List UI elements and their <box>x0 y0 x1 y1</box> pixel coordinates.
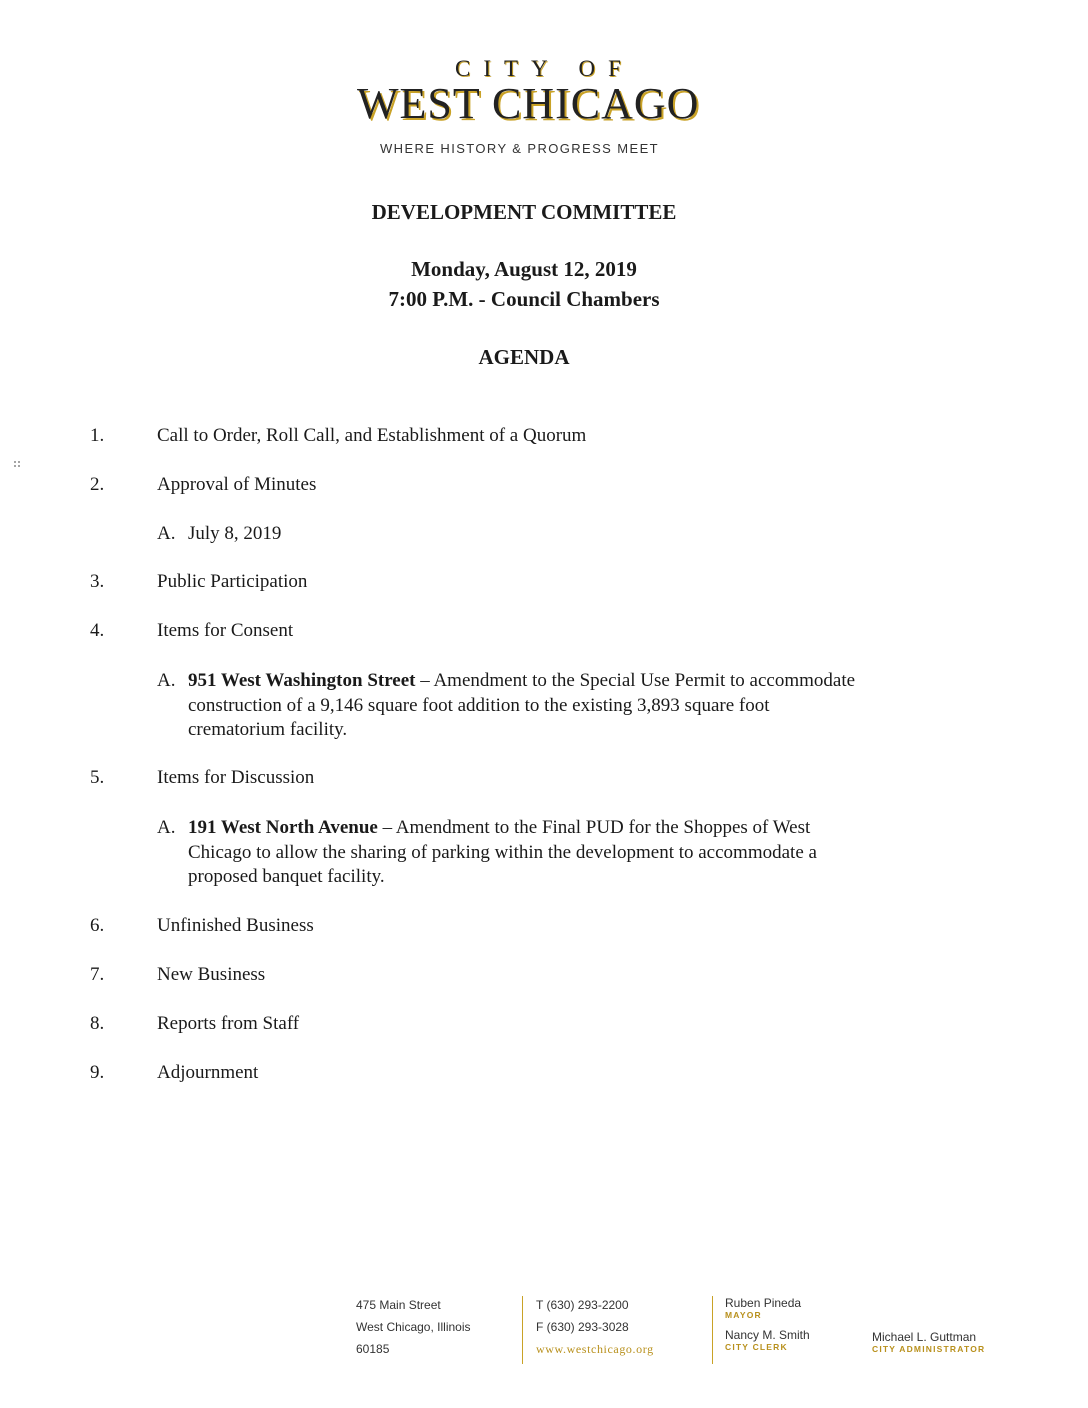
item-number: 2. <box>90 474 105 495</box>
subitem-washington-street <box>157 669 957 743</box>
address-line2: West Chicago, Illinois <box>356 1320 471 1334</box>
subitem-letter: A. <box>157 670 176 691</box>
agenda-item-unfinished-business: Unfinished Business <box>157 915 314 936</box>
logo-city-of: CITY OF <box>455 56 634 81</box>
subitem-line2: Chicago to allow the sharing of parking within the development to accommodate a <box>188 841 817 863</box>
subitem-line1: – Amendment to the Final PUD for the Shoppes of West <box>377 817 811 838</box>
administrator-name: Michael L. Guttman <box>872 1330 977 1344</box>
meeting-date: Monday, August 12, 2019 <box>411 257 637 281</box>
mayor-name: Ruben Pineda <box>725 1296 802 1310</box>
logo-west-chicago: WEST CHICAGO <box>357 79 700 128</box>
subitem-line1: – Amendment to the Special Use Permit to accommodate <box>415 670 856 691</box>
mayor-role: MAYOR <box>725 1310 762 1320</box>
subitem-address: 951 West Washington Street <box>188 670 416 691</box>
clerk-role: CITY CLERK <box>725 1342 788 1352</box>
subitem-minutes-date <box>157 522 957 547</box>
clerk-name: Nancy M. Smith <box>725 1328 810 1342</box>
subitem-address: 191 West North Avenue <box>188 817 378 838</box>
agenda-item-public-participation: Public Participation <box>157 571 308 592</box>
agenda-item-new-business: New Business <box>157 964 266 985</box>
item-number: 3. <box>90 571 105 592</box>
agenda-item-call-to-order: Call to Order, Roll Call, and Establishment of a Quorum <box>157 425 587 446</box>
committee-title: DEVELOPMENT COMMITTEE <box>371 200 677 224</box>
footer-administrator <box>872 1330 985 1354</box>
subitem-line3: crematorium facility. <box>188 719 348 740</box>
item-number: 6. <box>90 915 105 936</box>
footer-divider <box>712 1296 713 1364</box>
agenda-item-reports-staff: Reports from Staff <box>157 1013 300 1034</box>
subitem-text: July 8, 2019 <box>188 523 282 544</box>
item-number: 4. <box>90 620 105 641</box>
meeting-time-place: 7:00 P.M. - Council Chambers <box>388 287 660 311</box>
scan-speck <box>18 465 20 467</box>
item-number: 9. <box>90 1062 105 1083</box>
footer-divider <box>522 1296 523 1364</box>
administrator-role: CITY ADMINISTRATOR <box>872 1344 986 1354</box>
footer-address <box>356 1294 471 1360</box>
item-number: 5. <box>90 767 105 788</box>
subitem-line2: construction of a 9,146 square foot addition to the existing 3,893 square foot <box>188 694 770 716</box>
address-line1: 475 Main Street <box>356 1298 441 1312</box>
subitem-line3: proposed banquet facility. <box>188 866 385 887</box>
footer-contact <box>536 1294 654 1360</box>
subitem-letter: A. <box>157 817 176 838</box>
agenda-item-adjournment: Adjournment <box>157 1062 259 1083</box>
logo-tagline: WHERE HISTORY & PROGRESS MEET <box>380 141 659 156</box>
agenda-item-discussion: Items for Discussion <box>157 767 315 788</box>
scan-speck <box>14 465 16 467</box>
footer-officials <box>725 1296 810 1352</box>
agenda-item-consent: Items for Consent <box>157 620 294 641</box>
subitem-north-avenue <box>157 816 957 890</box>
item-number: 8. <box>90 1013 105 1034</box>
item-number: 1. <box>90 425 105 446</box>
subitem-letter: A. <box>157 523 176 544</box>
address-line3: 60185 <box>356 1342 390 1356</box>
agenda-item-approval-minutes: Approval of Minutes <box>157 474 317 495</box>
scan-speck <box>14 461 16 463</box>
item-number: 7. <box>90 964 105 985</box>
scan-speck <box>18 461 20 463</box>
agenda-title: AGENDA <box>478 345 570 369</box>
fax-number: F (630) 293-3028 <box>536 1320 629 1334</box>
website-link[interactable]: www.westchicago.org <box>536 1342 654 1356</box>
phone-number: T (630) 293-2200 <box>536 1298 629 1312</box>
